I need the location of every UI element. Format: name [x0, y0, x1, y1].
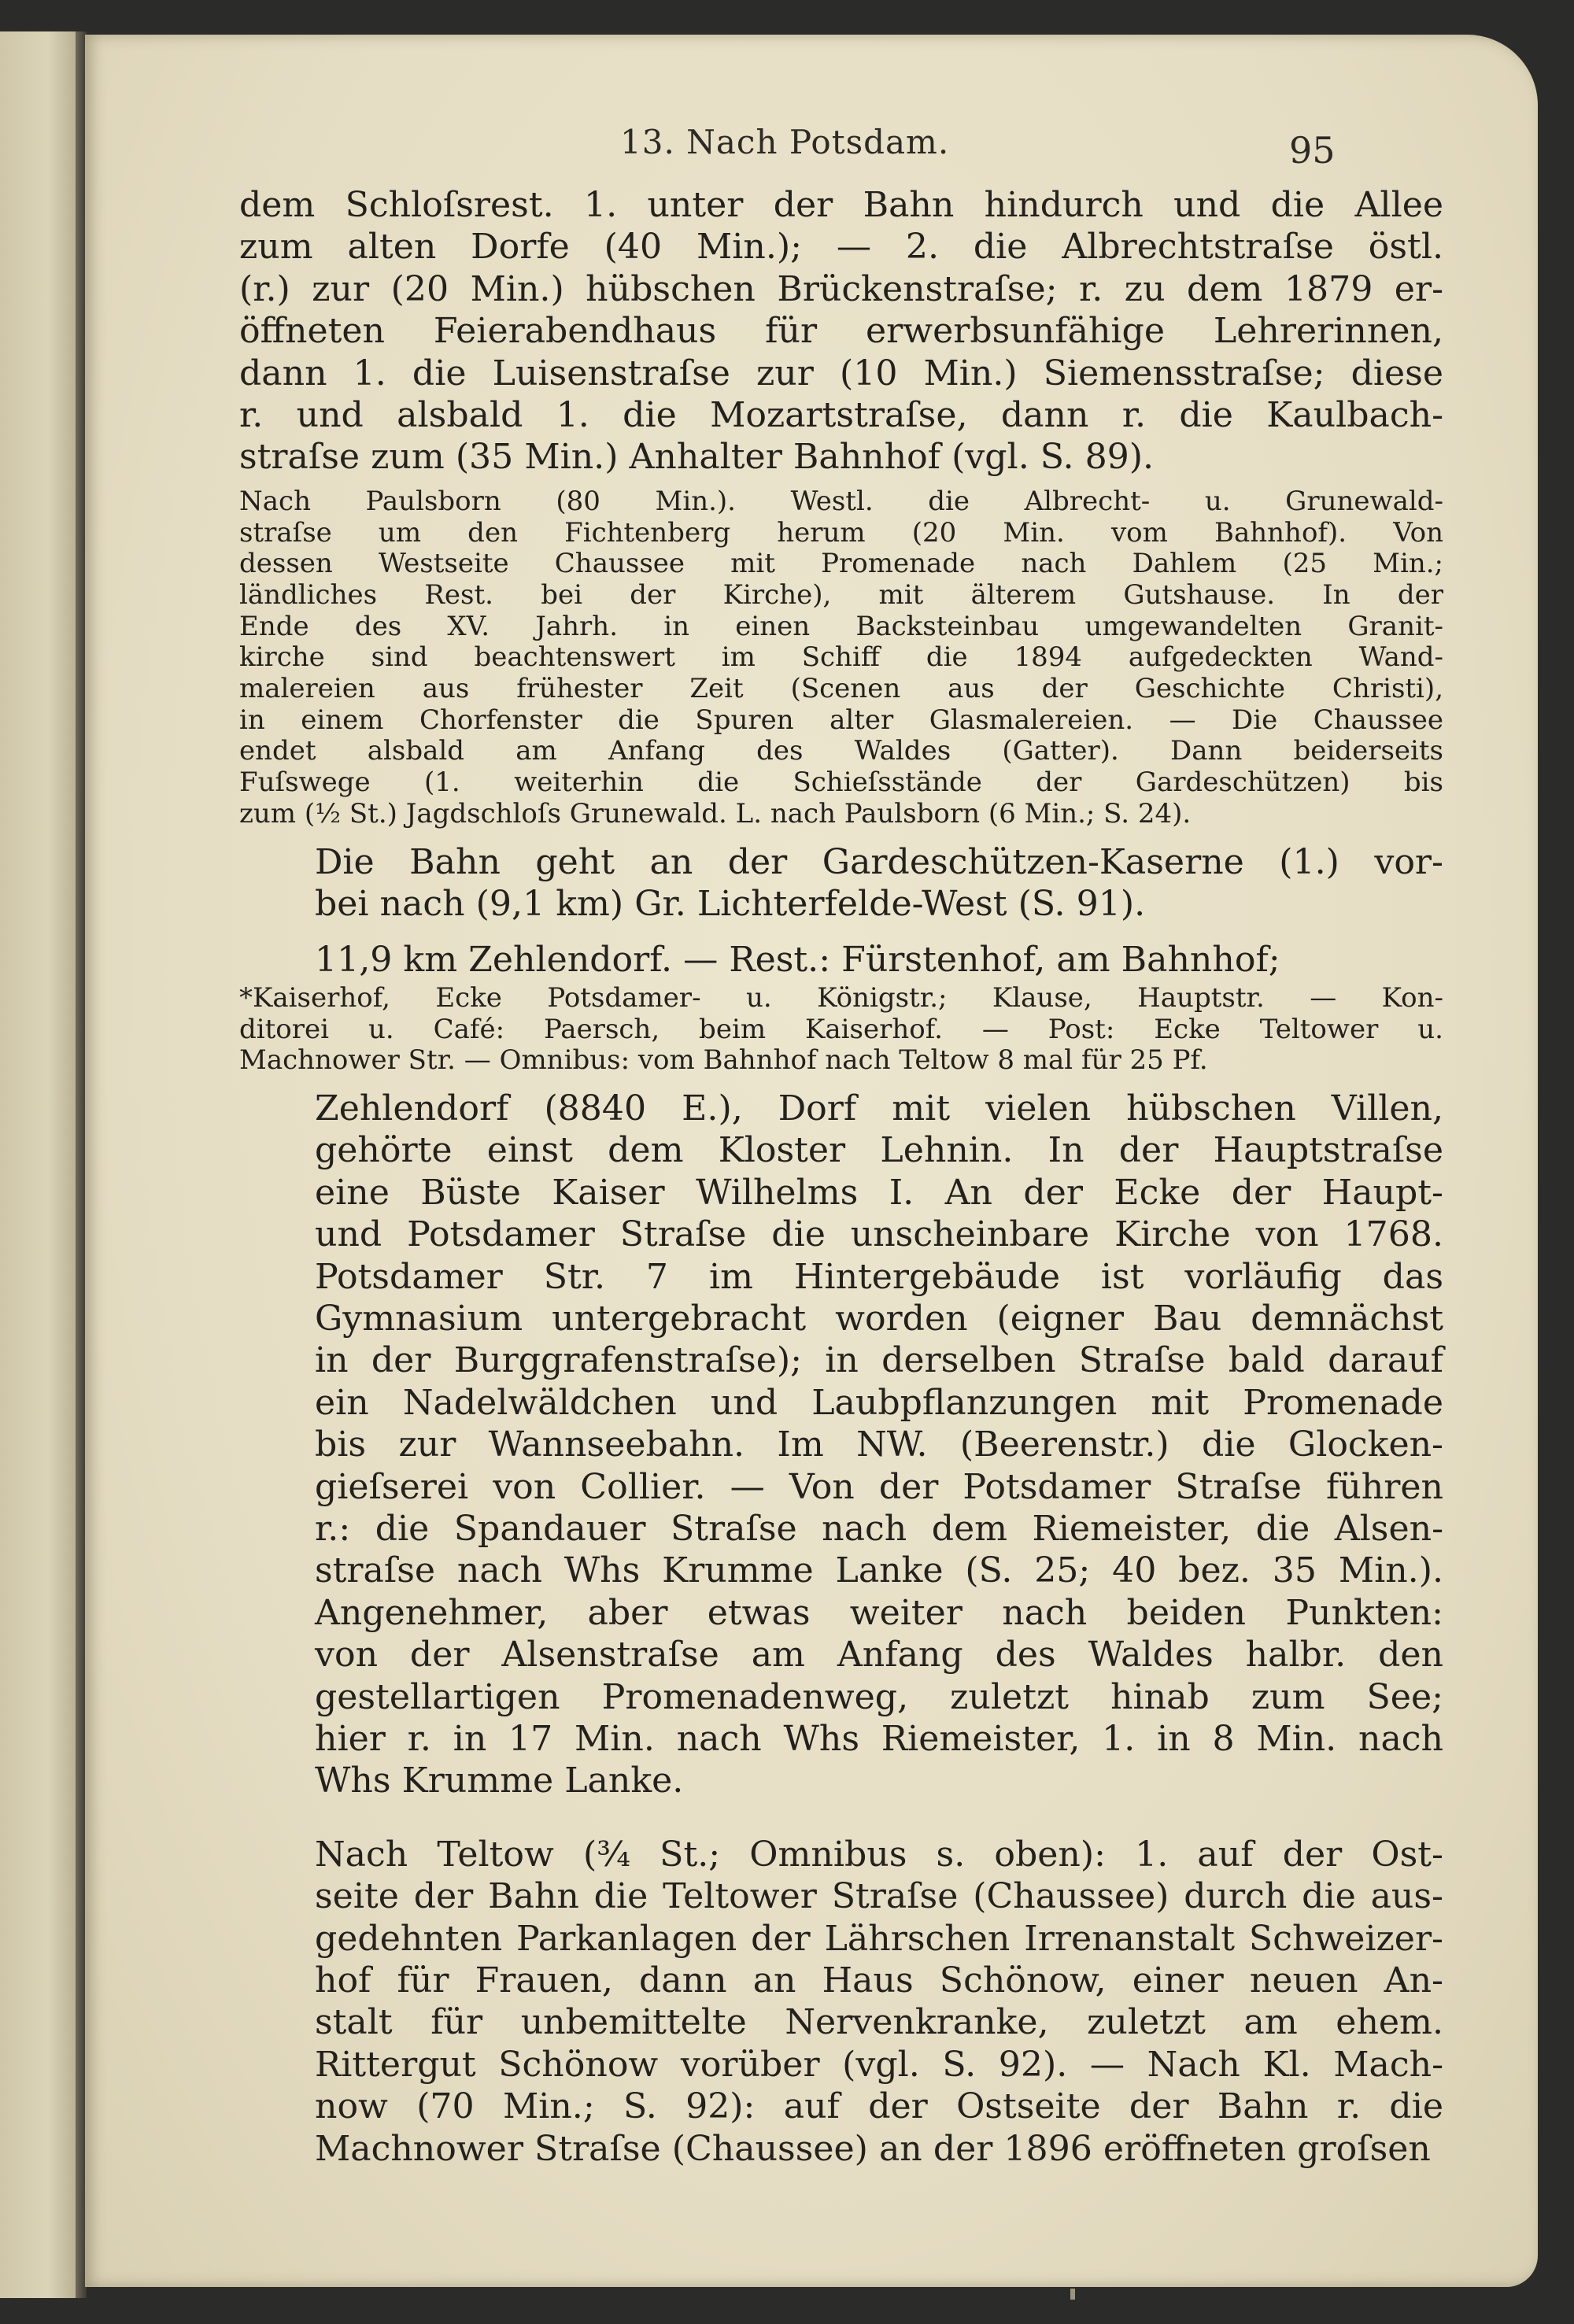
text-line: r. und alsbald 1. die Mozartstraſse, dann r. die Kaulbach-: [239, 395, 1443, 436]
text-line: Fuſswege (1. weiterhin die Schieſsstände der Gardeschützen) bis: [239, 767, 1443, 799]
running-title: 13. Nach Potsdam.: [620, 123, 950, 161]
text-line: hof für Frauen, dann an Haus Schönow, einer neuen An-: [315, 1960, 1443, 2001]
text-line: *Kaiserhof, Ecke Potsdamer- u. Königstr.; Klause, Hauptstr. — Kon-: [239, 981, 1443, 1014]
paragraph: [239, 184, 1443, 478]
page-number: 95: [1289, 129, 1336, 172]
text-line: ein Nadelwäldchen und Laubpflanzungen mit Promenade: [315, 1382, 1443, 1423]
text-line: in der Burggrafenstraſse); in derselben Straſse bald darauf: [315, 1340, 1443, 1381]
text-line: Nach Paulsborn (80 Min.). Westl. die Albrecht- u. Grunewald-: [239, 485, 1443, 517]
text-line: Zehlendorf (8840 E.), Dorf mit vielen hübschen Villen,: [315, 1088, 1443, 1129]
text-line: gestellartigen Promenadenweg, zuletzt hinab zum See;: [315, 1676, 1443, 1717]
text-line: seite der Bahn die Teltower Straſse (Chaussee) durch die aus-: [315, 1876, 1443, 1917]
text-line: straſse nach Whs Krumme Lanke (S. 25; 40 bez. 35 Min.).: [315, 1550, 1443, 1591]
scan-artifact: [1070, 2289, 1075, 2300]
text-line: gehörte einst dem Kloster Lehnin. In der Hauptstraſse: [315, 1130, 1443, 1171]
paragraph: [239, 1834, 1443, 2170]
text-line: dessen Westseite Chaussee mit Promenade nach Dahlem (25 Min.;: [239, 548, 1443, 580]
text-line: Whs Krumme Lanke.: [315, 1761, 684, 1801]
text-line: Machnower Str. — Omnibus: vom Bahnhof nach Teltow 8 mal für 25 Pf.: [239, 1044, 1208, 1077]
text-line: eine Büste Kaiser Wilhelms I. An der Ecke der Haupt-: [315, 1172, 1443, 1213]
text-line: hier r. in 17 Min. nach Whs Riemeister, 1. in 8 Min. nach: [315, 1719, 1443, 1759]
text-line: zum (½ St.) Jagdschloſs Grunewald. L. nach Paulsborn (6 Min.; S. 24).: [239, 797, 1192, 829]
text-line: Machnower Straſse (Chaussee) an der 1896 eröffneten groſsen: [315, 2128, 1431, 2169]
text-line: dann 1. die Luisenstraſse zur (10 Min.) Siemensstraſse; diese: [239, 353, 1443, 393]
text-line: ditorei u. Café: Paersch, beim Kaiserhof. — Post: Ecke Teltower u.: [239, 1013, 1443, 1045]
text-line: bei nach (9,1 km) Gr. Lichterfelde-West (S. 91).: [315, 883, 1146, 924]
paragraph: [239, 939, 1443, 981]
text-line: malereien aus frühester Zeit (Scenen aus der Geschichte Christi),: [239, 673, 1443, 705]
running-head: [85, 82, 1538, 172]
text-line: Ende des XV. Jahrh. in einen Backsteinbau umgewandelten Granit-: [239, 610, 1443, 642]
text-line: now (70 Min.; S. 92): auf der Ostseite der Bahn r. die: [315, 2086, 1443, 2127]
text-line: und Potsdamer Straſse die unscheinbare Kirche von 1768.: [315, 1214, 1443, 1255]
small-print-paragraph: [239, 486, 1443, 830]
text-line: kirche sind beachtenswert im Schiff die 1894 aufgedeckten Wand-: [239, 641, 1443, 674]
text-line: Angenehmer, aber etwas weiter nach beiden Punkten:: [315, 1592, 1443, 1633]
text-line: straſse um den Fichtenberg herum (20 Min. vom Bahnhof). Von: [239, 516, 1443, 549]
text-line: Die Bahn geht an der Gardeschützen-Kaserne (1.) vor-: [315, 841, 1443, 882]
text-line: Gymnasium untergebracht worden (eigner Bau demnächst: [315, 1298, 1443, 1339]
text-line: Potsdamer Str. 7 im Hintergebäude ist vorläufig das: [315, 1256, 1443, 1297]
paragraph: [239, 841, 1443, 926]
text-line: gedehnten Parkanlagen der Lährschen Irrenanstalt Schweizer-: [315, 1918, 1443, 1959]
text-line: Rittergut Schönow vorüber (vgl. S. 92). — Nach Kl. Mach-: [315, 2044, 1443, 2085]
text-line: ländliches Rest. bei der Kirche), mit älterem Gutshause. In der: [239, 578, 1443, 611]
text-line: zum alten Dorfe (40 Min.); — 2. die Albrechtstraſse östl.: [239, 227, 1443, 268]
previous-page-edge: [0, 31, 79, 2298]
text-line: 11,9 km Zehlendorf. — Rest.: Fürstenhof, am Bahnhof;: [315, 940, 1280, 981]
text-line: bis zur Wannseebahn. Im NW. (Beerenstr.) die Glocken-: [315, 1424, 1443, 1465]
text-line: straſse zum (35 Min.) Anhalter Bahnhof (vgl. S. 89).: [239, 437, 1155, 478]
text-line: Nach Teltow (¾ St.; Omnibus s. oben): 1. auf der Ost-: [315, 1834, 1443, 1875]
text-block: [239, 184, 1443, 2170]
small-print-paragraph: [239, 983, 1443, 1077]
text-line: in einem Chorfenster die Spuren alter Glasmalereien. — Die Chaussee: [239, 704, 1443, 736]
text-line: r.: die Spandauer Straſse nach dem Riemeister, die Alsen-: [315, 1508, 1443, 1549]
text-line: endet alsbald am Anfang des Waldes (Gatter). Dann beiderseits: [239, 735, 1443, 767]
text-line: dem Schloſsrest. 1. unter der Bahn hindurch und die Allee: [239, 185, 1443, 225]
text-line: (r.) zur (20 Min.) hübschen Brückenstraſse; r. zu dem 1879 er-: [239, 268, 1443, 309]
text-line: stalt für unbemittelte Nervenkranke, zuletzt am ehem.: [315, 2002, 1443, 2043]
book-page: [85, 35, 1538, 2287]
paragraph: [239, 1088, 1443, 1802]
text-line: gieſserei von Collier. — Von der Potsdamer Straſse führen: [315, 1466, 1443, 1507]
text-line: öffneten Feierabendhaus für erwerbsunfähige Lehrerinnen,: [239, 311, 1443, 352]
text-line: von der Alsenstraſse am Anfang des Waldes halbr. den: [315, 1635, 1443, 1676]
